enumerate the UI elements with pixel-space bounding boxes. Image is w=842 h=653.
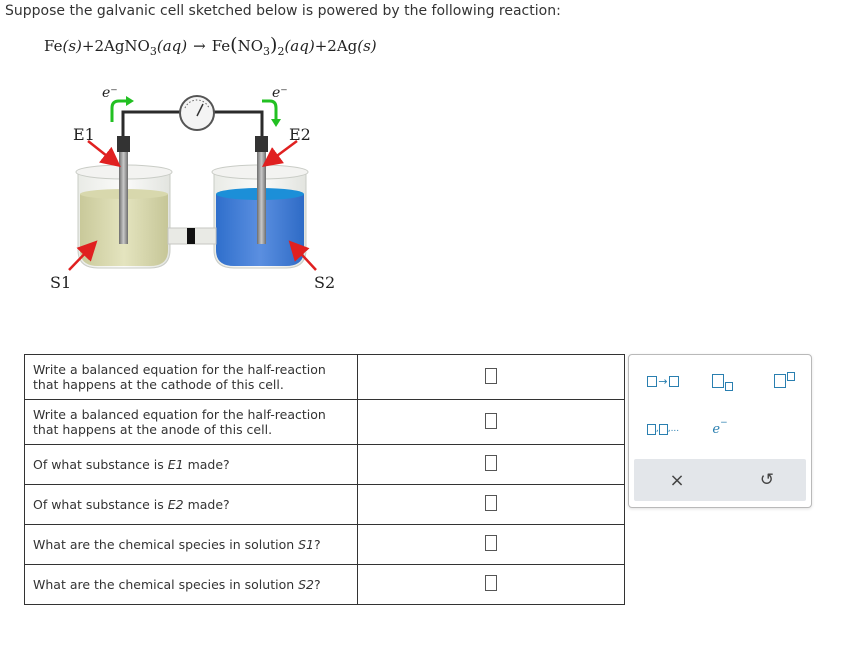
- question-text: ?: [314, 577, 321, 592]
- question-s2: [25, 565, 358, 605]
- toolbox-action-bar: [634, 459, 806, 501]
- state-label: (s): [62, 37, 82, 55]
- answer-cell[interactable]: [358, 400, 625, 445]
- answer-input[interactable]: [485, 368, 497, 384]
- question-row: [25, 525, 625, 565]
- question-var: E1: [167, 457, 184, 472]
- question-row: [25, 400, 625, 445]
- answer-cell[interactable]: [358, 565, 625, 605]
- box-icon: [774, 374, 786, 388]
- superscript-tool-button[interactable]: [769, 369, 799, 393]
- list-tool-button[interactable]: [643, 419, 683, 439]
- reactant-fe: Fe: [44, 37, 63, 55]
- subscript: 3: [149, 45, 157, 58]
- box-icon: [647, 376, 657, 387]
- plus-sign: +: [81, 37, 95, 55]
- label-s1: S1: [50, 273, 72, 292]
- reactant-agno3: AgNO: [104, 37, 150, 55]
- question-var: S1: [298, 537, 314, 552]
- question-text: What are the chemical species in solution: [33, 577, 299, 592]
- answer-input[interactable]: [485, 495, 497, 511]
- product-fe-no3-2: Fe: [211, 37, 231, 55]
- subscript: 3: [263, 45, 271, 58]
- electron-arrow-right: [262, 101, 276, 120]
- question-row: [25, 485, 625, 525]
- subscript-tool-button[interactable]: [707, 369, 737, 393]
- question-row: [25, 445, 625, 485]
- label-s2: S2: [314, 273, 336, 292]
- box-icon: [669, 376, 679, 387]
- answer-cell[interactable]: [358, 355, 625, 400]
- question-var: S2: [298, 577, 314, 592]
- clear-button[interactable]: [662, 467, 692, 493]
- arrow-icon: →: [658, 374, 668, 388]
- plus-sign: +: [314, 37, 328, 55]
- electrode-e2: [257, 136, 266, 244]
- question-row: [25, 565, 625, 605]
- question-row: [25, 355, 625, 400]
- superscript-box-icon: [787, 372, 795, 381]
- comma: ,: [655, 424, 659, 434]
- state-label: (s): [357, 37, 377, 55]
- box-icon: [712, 374, 724, 388]
- question-text: made?: [183, 457, 230, 472]
- question-text: Of what substance is: [33, 497, 168, 512]
- subscript: 2: [277, 45, 285, 58]
- answer-cell[interactable]: [358, 525, 625, 565]
- close-icon: ×: [669, 469, 685, 491]
- state-label: (aq): [156, 37, 188, 55]
- coefficient: 2: [327, 37, 337, 55]
- question-var: E2: [167, 497, 184, 512]
- label-e2: E2: [289, 125, 311, 144]
- answer-input[interactable]: [485, 575, 497, 591]
- question-anode: Write a balanced equation for the half-reaction that happens at the anode of this cell.: [25, 400, 358, 445]
- product-ag: Ag: [336, 37, 358, 55]
- answer-cell[interactable]: [358, 445, 625, 485]
- answer-input[interactable]: [485, 535, 497, 551]
- paren: ): [270, 34, 278, 56]
- question-e2: [25, 485, 358, 525]
- undo-button[interactable]: [752, 467, 782, 493]
- voltmeter-icon: [180, 96, 214, 130]
- answer-input[interactable]: [485, 413, 497, 429]
- nitrate-group: NO: [237, 37, 264, 55]
- box-icon: [647, 424, 656, 435]
- electron-symbol: e: [712, 421, 721, 437]
- reaction-arrow-tool-button[interactable]: [643, 371, 683, 391]
- ellipsis: ,...: [667, 424, 680, 434]
- answer-toolbox: [628, 354, 812, 508]
- question-text: Of what substance is: [33, 457, 168, 472]
- state-label: (aq): [284, 37, 315, 55]
- answer-input[interactable]: [485, 455, 497, 471]
- question-s1: [25, 525, 358, 565]
- question-text: What are the chemical species in solution: [33, 537, 299, 552]
- question-table: [24, 354, 625, 605]
- electrode-e1: [119, 136, 128, 244]
- subscript-box-icon: [725, 382, 733, 391]
- electron-label-right: e⁻: [272, 85, 288, 101]
- electron-charge: −: [720, 418, 728, 428]
- undo-icon: ↺: [759, 470, 775, 490]
- question-text: made?: [183, 497, 230, 512]
- coefficient: 2: [94, 37, 104, 55]
- reaction-arrow: →: [193, 37, 206, 55]
- question-e1: [25, 445, 358, 485]
- problem-intro: Suppose the galvanic cell sketched below is powered by the following reaction:: [5, 3, 561, 19]
- question-text: ?: [314, 537, 321, 552]
- electron-tool-button[interactable]: [705, 417, 735, 441]
- paren: (: [230, 34, 238, 56]
- answer-cell[interactable]: [358, 485, 625, 525]
- question-cathode: Write a balanced equation for the half-reaction that happens at the cathode of this cell.: [25, 355, 358, 400]
- box-icon: [659, 424, 668, 435]
- electron-label-left: e⁻: [102, 85, 118, 101]
- salt-bridge: [168, 228, 216, 244]
- label-e1: E1: [73, 125, 95, 144]
